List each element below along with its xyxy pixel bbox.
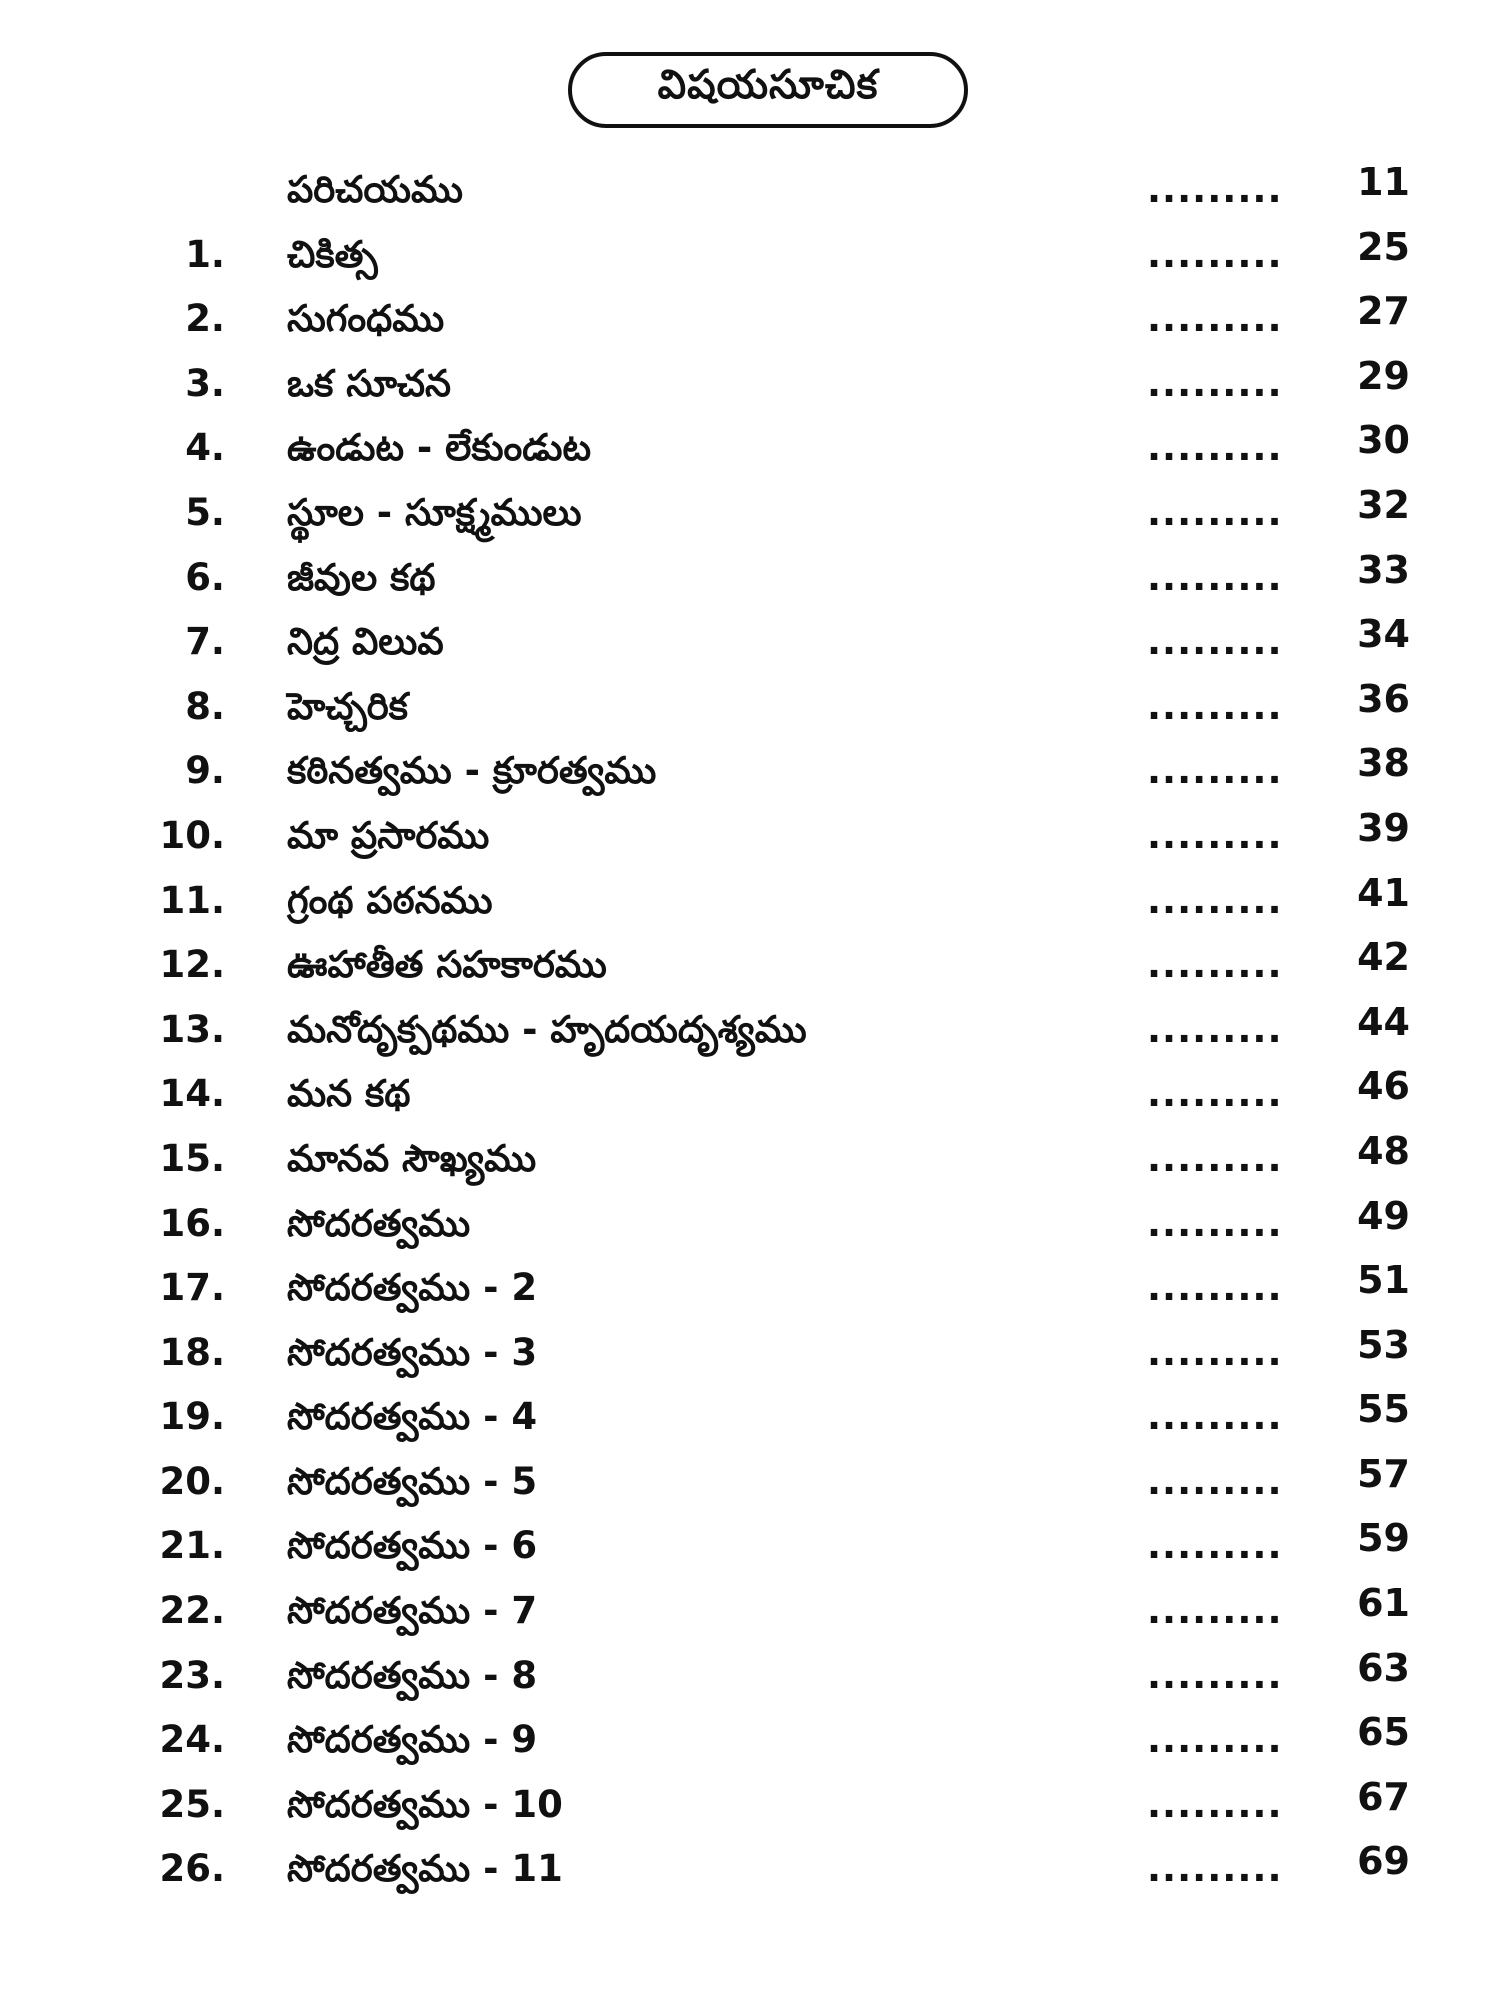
dot-leader: ......... [1147,1589,1283,1633]
entry-page-number: 67 [1357,1774,1410,1819]
entry-title: నిద్ర విలువ [287,620,444,664]
entry-title: హెచ్చరిక [287,684,408,728]
entry-number: 10. [159,813,225,857]
dot-leader: ......... [1147,490,1283,534]
entry-number: 13. [159,1007,225,1051]
entry-page-number: 69 [1357,1839,1410,1884]
entry-number: 5. [185,490,225,534]
toc-entry [0,483,1500,548]
toc-entry [0,418,1500,483]
entry-title: మనోదృక్పథము - హృదయదృశ్యము [287,1007,807,1051]
entry-number: 15. [159,1136,225,1180]
entry-title: గ్రంథ పఠనము [287,878,493,922]
entry-page-number: 11 [1357,160,1410,204]
toc-entry [0,1581,1500,1646]
dot-leader: ......... [1147,749,1283,793]
entry-number: 9. [185,749,225,793]
toc-entry [0,1646,1500,1711]
entry-page-number: 33 [1357,547,1410,592]
page-title: విషయసూచిక [657,62,879,108]
entry-number: 26. [159,1847,225,1891]
entry-number: 17. [159,1266,225,1310]
entry-number: 12. [159,943,225,987]
dot-leader: ......... [1147,1653,1283,1697]
toc-entry [0,1064,1500,1129]
entry-title: సోదరత్వము - 9 [287,1718,538,1762]
entry-number: 11. [159,878,225,922]
entry-page-number: 32 [1357,482,1410,527]
entry-page-number: 53 [1357,1322,1410,1367]
entry-page-number: 46 [1357,1064,1410,1109]
dot-leader: ......... [1147,878,1283,922]
toc-entry [0,1258,1500,1323]
toc-entry [0,871,1500,936]
dot-leader: ......... [1147,620,1283,664]
entry-number: 1. [185,232,225,276]
entry-page-number: 44 [1357,999,1410,1044]
entry-page-number: 30 [1357,418,1410,463]
entry-title: పరిచయము [287,168,463,211]
entry-number: 14. [159,1072,225,1116]
entry-title: ఒక సూచన [287,361,452,405]
entry-number: 20. [159,1459,225,1503]
entry-number: 16. [159,1201,225,1245]
entry-title: సోదరత్వము - 8 [287,1653,538,1697]
dot-leader: ......... [1147,1718,1283,1762]
dot-leader: ......... [1147,1266,1283,1310]
table-of-contents [0,160,1500,1904]
entry-number: 3. [185,361,225,405]
entry-number: 8. [185,684,225,728]
dot-leader: ......... [1147,361,1283,405]
dot-leader: ......... [1147,426,1283,470]
dot-leader: ......... [1147,1330,1283,1374]
toc-entry [0,1129,1500,1194]
entry-title: మానవ సౌఖ్యము [287,1136,537,1180]
entry-number: 21. [159,1524,225,1568]
entry-title: జీవుల కథ [287,555,436,599]
entry-number: 2. [185,297,225,341]
toc-entry [0,289,1500,354]
entry-title: సుగంధము [287,297,445,341]
dot-leader: ......... [1147,1072,1283,1116]
entry-title: సోదరత్వము - 6 [287,1524,538,1568]
dot-leader: ......... [1147,813,1283,857]
entry-number: 22. [159,1589,225,1633]
entry-number: 19. [159,1395,225,1439]
entry-page-number: 29 [1357,353,1410,398]
entry-number: 24. [159,1718,225,1762]
entry-number: 23. [159,1653,225,1697]
entry-page-number: 57 [1357,1451,1410,1496]
entry-title: మన కథ [287,1072,411,1116]
entry-title: కఠినత్వము - క్రూరత్వము [287,749,657,793]
entry-page-number: 51 [1357,1258,1410,1303]
toc-entry [0,225,1500,290]
entry-page-number: 61 [1357,1581,1410,1626]
dot-leader: ......... [1147,1395,1283,1439]
dot-leader: ......... [1147,297,1283,341]
dot-leader: ......... [1147,168,1283,211]
toc-entry [0,935,1500,1000]
entry-number: 18. [159,1330,225,1374]
entry-title: సోదరత్వము - 3 [287,1330,538,1374]
entry-page-number: 27 [1357,289,1410,334]
entry-page-number: 59 [1357,1516,1410,1561]
dot-leader: ......... [1147,1847,1283,1891]
entry-title: సోదరత్వము - 10 [287,1782,563,1826]
entry-title: సోదరత్వము [287,1201,471,1245]
entry-number: 4. [185,426,225,470]
entry-number: 7. [185,620,225,664]
toc-entry [0,1194,1500,1259]
entry-page-number: 55 [1357,1387,1410,1432]
toc-entry [0,1710,1500,1775]
toc-entry [0,1323,1500,1388]
entry-title: సోదరత్వము - 7 [287,1589,538,1633]
toc-entry [0,160,1500,225]
entry-page-number: 39 [1357,805,1410,850]
entry-title: సోదరత్వము - 11 [287,1847,563,1891]
toc-entry [0,806,1500,871]
toc-entry [0,1000,1500,1065]
toc-entry [0,548,1500,613]
dot-leader: ......... [1147,1201,1283,1245]
entry-title: చికిత్స [287,232,378,276]
dot-leader: ......... [1147,555,1283,599]
entry-page-number: 63 [1357,1645,1410,1690]
toc-entry [0,354,1500,419]
toc-entry [0,1452,1500,1517]
entry-title: స్థూల - సూక్ష్మములు [287,490,582,534]
entry-number: 6. [185,555,225,599]
toc-entry [0,612,1500,677]
toc-entry [0,1387,1500,1452]
entry-title: ఉండుట - లేకుండుట [287,426,592,470]
entry-number: 25. [159,1782,225,1826]
toc-entry [0,741,1500,806]
entry-page-number: 41 [1357,870,1410,915]
entry-page-number: 25 [1357,224,1410,269]
entry-page-number: 65 [1357,1710,1410,1755]
dot-leader: ......... [1147,1782,1283,1826]
dot-leader: ......... [1147,1459,1283,1503]
entry-title: సోదరత్వము - 5 [287,1459,538,1503]
entry-page-number: 34 [1357,612,1410,657]
dot-leader: ......... [1147,232,1283,276]
entry-page-number: 49 [1357,1193,1410,1238]
dot-leader: ......... [1147,1136,1283,1180]
dot-leader: ......... [1147,1007,1283,1051]
entry-page-number: 48 [1357,1128,1410,1173]
entry-title: మా ప్రసారము [287,813,490,857]
dot-leader: ......... [1147,1524,1283,1568]
toc-entry [0,677,1500,742]
toc-entry [0,1516,1500,1581]
entry-title: ఊహాతీత సహకారము [287,943,607,987]
heading-box [568,52,968,128]
entry-page-number: 42 [1357,935,1410,980]
entry-title: సోదరత్వము - 2 [287,1266,538,1310]
toc-entry [0,1775,1500,1840]
entry-page-number: 36 [1357,676,1410,721]
dot-leader: ......... [1147,943,1283,987]
entry-page-number: 38 [1357,741,1410,786]
toc-entry [0,1839,1500,1904]
dot-leader: ......... [1147,684,1283,728]
entry-title: సోదరత్వము - 4 [287,1395,538,1439]
